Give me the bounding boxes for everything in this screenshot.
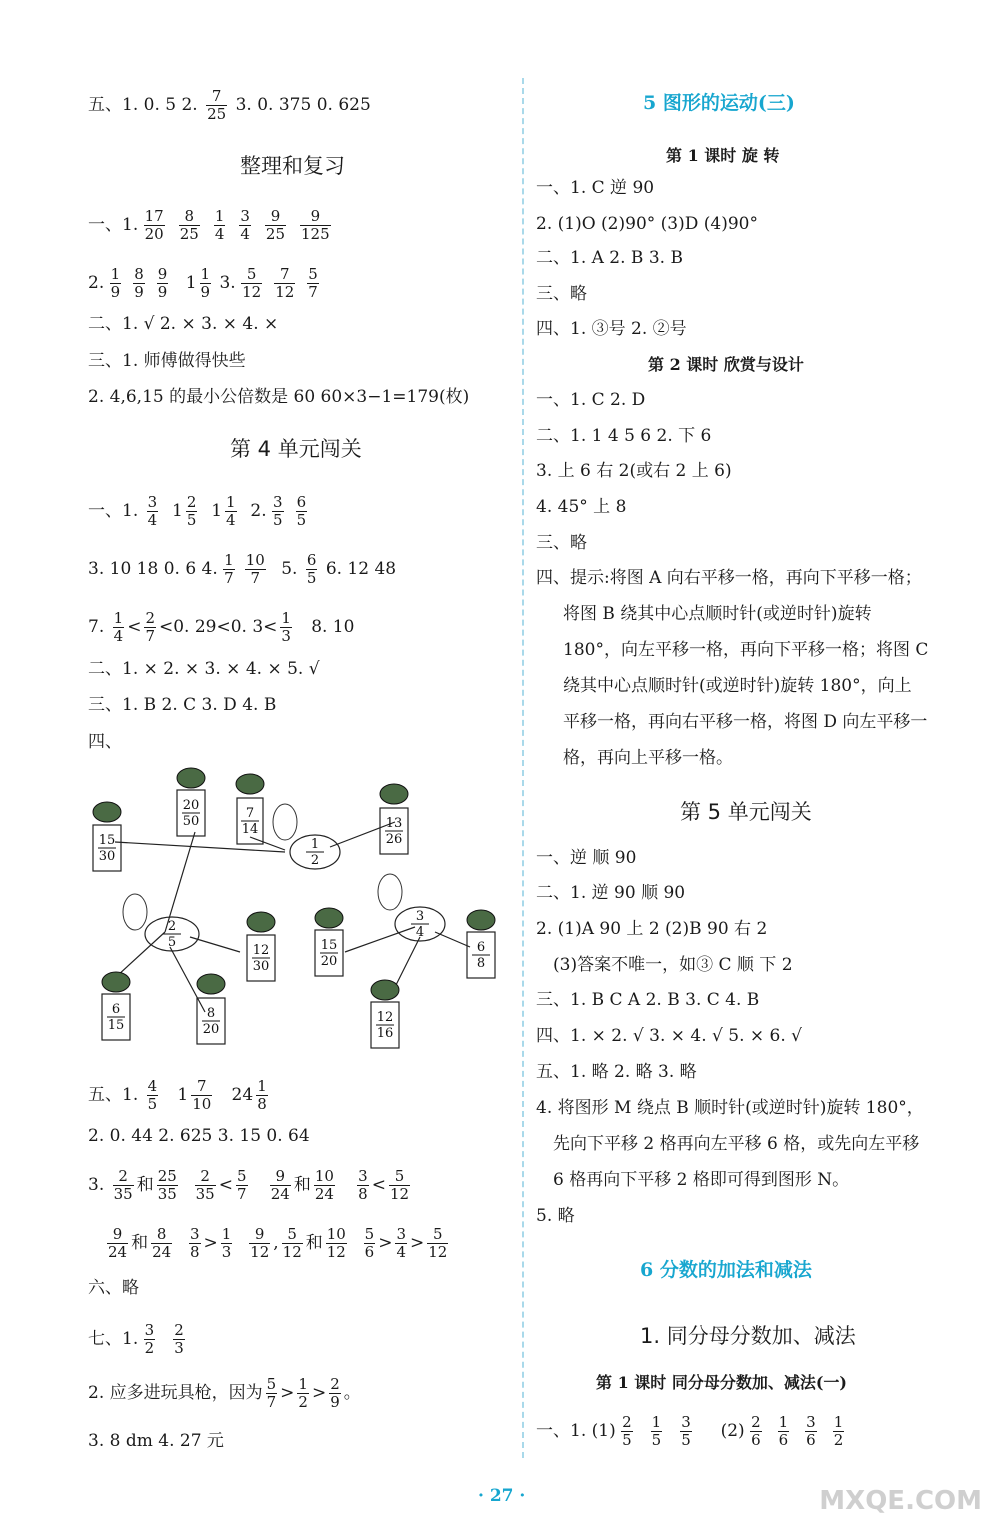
answer-line: 3. $\frac{2}{35}$ 和 $\frac{25}{35}$ $\frac{2}{35}$ < $\frac{5}{7}$ $\frac{9}{24}$ 和 $\frac{10}{24}$ $\frac{3}{8}$ < $\frac{5}{12}$ bbox=[88, 1167, 410, 1203]
answer-line: 一、1. $\frac{3}{4}$ 1 $\frac{2}{5}$ 1 $\frac{1}{4}$ 2. $\frac{3}{5}$ $\frac{6}{5}$ bbox=[88, 493, 307, 529]
answer-line: 三、略 bbox=[536, 533, 587, 553]
fraction: $\frac{4}{5}$ bbox=[147, 1077, 158, 1113]
answer-line: 6 格再向下平移 2 格即可得到图形 N。 bbox=[553, 1170, 850, 1190]
answer-line: 2. 0. 44 2. 625 3. 15 0. 64 bbox=[88, 1126, 310, 1146]
answer-line: 二、1. × 2. × 3. × 4. × 5. √ bbox=[88, 659, 320, 679]
answer-line: 五、1. $\frac{4}{5}$ 1 $\frac{7}{10}$ 24 $\frac{1}{8}$ bbox=[88, 1077, 267, 1113]
answer-line: (3)答案不唯一，如③ C 顺 下 2 bbox=[553, 955, 793, 975]
fraction: $\frac{6}{5}$ bbox=[296, 493, 307, 529]
fraction: $\frac{7}{25}$ bbox=[207, 87, 227, 123]
answer-line: 四、1. × 2. √ 3. × 4. √ 5. × 6. √ bbox=[536, 1026, 802, 1046]
chapter-heading: 6 分数的加法和减法 bbox=[640, 1259, 812, 1281]
fraction: $\frac{9}{25}$ bbox=[265, 207, 286, 243]
answer-line: 格，再向上平移一格。 bbox=[563, 748, 733, 768]
fraction: $\frac{1}{6}$ bbox=[778, 1413, 789, 1449]
fraction: $\frac{9}{9}$ bbox=[157, 265, 168, 301]
answer-line: 七、1. $\frac{3}{2}$ $\frac{2}{3}$ bbox=[88, 1321, 184, 1357]
fraction: $\frac{1}{9}$ bbox=[200, 265, 211, 301]
fraction: $\frac{1}{8}$ bbox=[257, 1077, 267, 1113]
answer-line: 绕其中心点顺时针(或逆时针)旋转 180°，向上 bbox=[563, 676, 912, 696]
page-number: · 27 · bbox=[478, 1486, 526, 1506]
lesson-heading: 第 1 课时 同分母分数加、减法(一) bbox=[596, 1373, 847, 1392]
fraction: $\frac{3}{5}$ bbox=[681, 1413, 691, 1449]
fraction: $\frac{2}{3}$ bbox=[174, 1321, 184, 1357]
answer-line: 3. 上 6 右 2(或右 2 上 6) bbox=[536, 461, 732, 481]
answer-line: 一、1. $\frac{17}{20}$ $\frac{8}{25}$ $\frac{1}{4}$ $\frac{3}{4}$ $\frac{9}{25}$ $\frac{9}{125}$ bbox=[88, 207, 330, 243]
answer-line: 三、1. B 2. C 3. D 4. B bbox=[88, 695, 277, 715]
answer-line: 三、1. 师傅做得快些 bbox=[88, 351, 246, 371]
answer-line: 四、1. ③号 2. ②号 bbox=[536, 319, 687, 339]
answer-line: 7. $\frac{1}{4}$ < $\frac{2}{7}$ <0. 29<0. 3< $\frac{1}{3}$ 8. 10 bbox=[88, 609, 355, 645]
lesson-heading: 第 1 课时 旋 转 bbox=[666, 146, 780, 165]
fraction: $\frac{1}{2}$ bbox=[833, 1413, 844, 1449]
diagram-fraction-label: 20 50 bbox=[182, 798, 200, 829]
fraction: $\frac{7}{12}$ bbox=[275, 265, 295, 301]
answer-line: 二、1. A 2. B 3. B bbox=[536, 248, 683, 268]
answer-line: 将图 B 绕其中心点顺时针(或逆时针)旋转 bbox=[563, 604, 872, 624]
fraction: $\frac{2}{5}$ bbox=[622, 1413, 632, 1449]
fraction: $\frac{8}{25}$ bbox=[179, 207, 199, 243]
fraction: $\frac{3}{2}$ bbox=[144, 1321, 155, 1357]
answer-line: 4. 45° 上 8 bbox=[536, 497, 627, 517]
diagram-fraction-label: 8 20 bbox=[202, 1006, 220, 1037]
fraction: $\frac{5}{7}$ bbox=[308, 265, 318, 301]
answer-line: 180°，向左平移一格，再向下平移一格；将图 C bbox=[563, 640, 929, 660]
fraction: $\frac{1}{4}$ bbox=[214, 207, 225, 243]
answer-line: 3. 8 dm 4. 27 元 bbox=[88, 1431, 224, 1451]
chapter-heading: 5 图形的运动(三) bbox=[643, 92, 795, 114]
answer-line: 一、1. C 2. D bbox=[536, 390, 646, 410]
answer-line: 一、逆 顺 90 bbox=[536, 848, 637, 868]
fraction: $\frac{3}{5}$ bbox=[273, 493, 283, 529]
answer-line: 三、略 bbox=[536, 284, 587, 304]
fraction: $\frac{17}{20}$ bbox=[144, 207, 164, 243]
answer-line: 平移一格，再向右平移一格，将图 D 向左平移一 bbox=[563, 712, 928, 732]
answer-line: 2. (1)A 90 上 2 (2)B 90 右 2 bbox=[536, 919, 768, 939]
diagram-fraction-label: 12 16 bbox=[376, 1010, 394, 1041]
answer-line: 五、1. 略 2. 略 3. 略 bbox=[536, 1062, 697, 1082]
diagram-fraction-label: 15 30 bbox=[98, 833, 116, 864]
fraction: $\frac{1}{3}$ bbox=[281, 609, 291, 645]
answer-line: $\frac{9}{24}$ 和 $\frac{8}{24}$ $\frac{3}{8}$ > $\frac{1}{3}$ $\frac{9}{12}$ , $\frac{5}{12}$ 和 $\frac{10}{12}$ $\frac{5}{6}$ > $\frac{3}{4}$ > $\frac{5}{12}$ bbox=[108, 1225, 448, 1261]
column-divider bbox=[522, 78, 524, 1458]
answer-line: 三、1. B C A 2. B 3. C 4. B bbox=[536, 990, 760, 1010]
answer-line: 2. $\frac{1}{9}$ $\frac{8}{9}$ $\frac{9}{9}$ 1 $\frac{1}{9}$ 3. $\frac{5}{12}$ $\frac{7}{12}$ $\frac{5}{7}$ bbox=[88, 265, 318, 301]
fraction: $\frac{7}{10}$ bbox=[192, 1077, 212, 1113]
answer-line: 2. (1)O (2)90° (3)D (4)90° bbox=[536, 214, 758, 234]
answer-line: 5. 略 bbox=[536, 1206, 575, 1226]
diagram-fraction-label: 6 8 bbox=[476, 940, 486, 971]
answer-line: 六、略 bbox=[88, 1278, 139, 1298]
answer-line: 二、1. √ 2. × 3. × 4. × bbox=[88, 314, 279, 334]
fraction: $\frac{8}{9}$ bbox=[134, 265, 144, 301]
diagram-fraction-label: 1 2 bbox=[310, 837, 320, 868]
section-heading: 1. 同分母分数加、减法 bbox=[640, 1324, 856, 1348]
diagram-fraction-label: 12 30 bbox=[252, 943, 270, 974]
diagram-fraction-label: 2 5 bbox=[167, 919, 177, 950]
answer-line: 一、1. (1) $\frac{2}{5}$ $\frac{1}{5}$ $\frac{3}{5}$ (2) $\frac{2}{6}$ $\frac{1}{6}$ $\frac{3}{6}$ $\frac{1}{2}$ bbox=[536, 1413, 844, 1449]
answer-line: 二、1. 1 4 5 6 2. 下 6 bbox=[536, 426, 712, 446]
diagram-fraction-label: 3 4 bbox=[415, 909, 425, 940]
fraction: $\frac{3}{4}$ bbox=[147, 493, 158, 529]
answer-line: 4. 将图形 M 绕点 B 顺时针(或逆时针)旋转 180°， bbox=[536, 1098, 924, 1118]
answer-line: 3. 10 18 0. 6 4. $\frac{1}{7}$ $\frac{10}{7}$ 5. $\frac{6}{5}$ 6. 12 48 bbox=[88, 551, 397, 587]
fraction: $\frac{3}{4}$ bbox=[240, 207, 250, 243]
answer-line: 二、1. 逆 90 顺 90 bbox=[536, 883, 686, 903]
fraction: $\frac{10}{7}$ bbox=[245, 551, 265, 587]
section-heading: 第 4 单元闯关 bbox=[230, 437, 362, 461]
diagram-fraction-label: 15 20 bbox=[320, 938, 338, 969]
answer-line: 四、 bbox=[88, 732, 122, 752]
diagram-fraction-label: 6 15 bbox=[107, 1002, 125, 1033]
section-heading: 第 5 单元闯关 bbox=[680, 800, 812, 824]
answer-line: 2. 4,6,15 的最小公倍数是 60 60×3−1=179(枚) bbox=[88, 387, 470, 407]
matching-diagram bbox=[75, 762, 505, 1072]
answer-line: 2. 应多进玩具枪，因为 $\frac{5}{7}$ > $\frac{1}{2}$ > $\frac{2}{9}$ 。 bbox=[88, 1375, 361, 1411]
fraction: $\frac{9}{125}$ bbox=[301, 207, 330, 243]
answer-line: 一、1. C 逆 90 bbox=[536, 178, 655, 198]
fraction: $\frac{2}{5}$ bbox=[186, 493, 197, 529]
fraction: $\frac{1}{9}$ bbox=[110, 265, 121, 301]
fraction: $\frac{6}{5}$ bbox=[306, 551, 317, 587]
diagram-fraction-label: 7 14 bbox=[241, 806, 259, 837]
fraction: $\frac{2}{7}$ bbox=[145, 609, 155, 645]
lesson-heading: 第 2 课时 欣赏与设计 bbox=[648, 355, 804, 374]
fraction: $\frac{1}{7}$ bbox=[224, 551, 234, 587]
watermark: MXQE.COM bbox=[819, 1486, 982, 1516]
fraction: $\frac{2}{6}$ bbox=[751, 1413, 761, 1449]
fraction: $\frac{3}{6}$ bbox=[806, 1413, 816, 1449]
answer-line: 四、提示:将图 A 向右平移一格，再向下平移一格； bbox=[536, 568, 922, 588]
diagram-fraction-label: 13 26 bbox=[385, 816, 403, 847]
answer-line: 先向下平移 2 格再向左平移 6 格，或先向左平移 bbox=[553, 1134, 920, 1154]
fraction: $\frac{5}{12}$ bbox=[242, 265, 262, 301]
section-heading: 整理和复习 bbox=[240, 154, 345, 178]
fraction: $\frac{1}{5}$ bbox=[651, 1413, 662, 1449]
fraction: $\frac{1}{4}$ bbox=[226, 493, 236, 529]
answer-line: 五、1. 0. 5 2. $\frac{7}{25}$ 3. 0. 375 0. 625 bbox=[88, 87, 371, 123]
fraction: $\frac{1}{4}$ bbox=[113, 609, 124, 645]
